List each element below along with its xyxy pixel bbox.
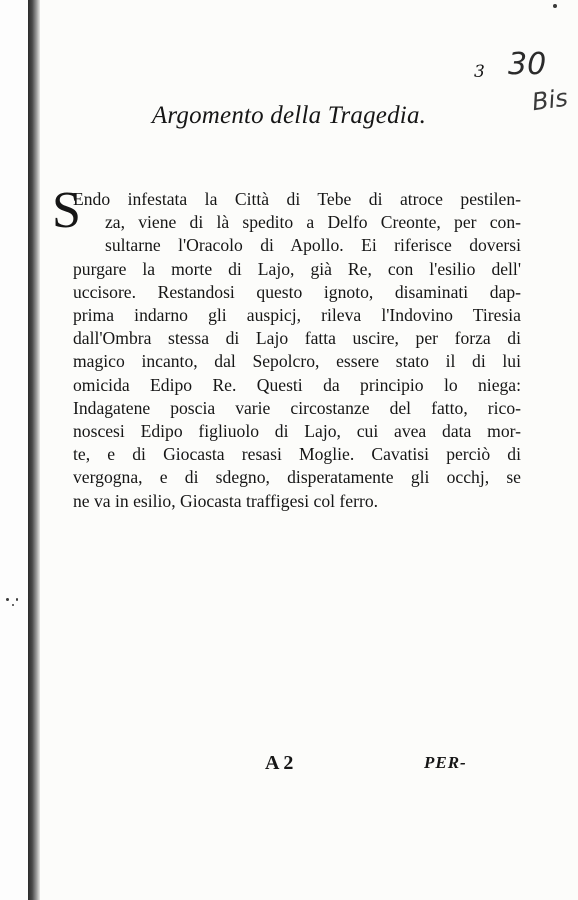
- page-heading: Argomento della Tragedia.: [151, 102, 427, 129]
- text-line: omicida Edipo Re. Questi da principio lo niega:: [73, 374, 521, 395]
- text-line: sultarne l'Oracolo di Apollo. Ei riferisce doversi: [105, 235, 521, 256]
- text-line: za, viene di là spedito a Delfo Creonte, per con-: [105, 212, 521, 233]
- catchword: PER-: [424, 753, 467, 772]
- argument-paragraph: [73, 188, 521, 513]
- signature-mark: A 2: [265, 752, 294, 774]
- text-line: Endo infestata la Città di Tebe di atroce pestilen-: [73, 189, 521, 209]
- text-line: purgare la morte di Lajo, già Re, con l'esilio dell': [73, 258, 521, 279]
- text-line: prima indarno gli auspicj, rileva l'Indovino Tiresia: [73, 305, 521, 326]
- page-margin-left: [0, 0, 28, 900]
- text-line: noscesi Edipo figliuolo di Lajo, cui avea data mor-: [73, 421, 521, 442]
- ink-speck: [6, 598, 9, 601]
- text-line: ne va in esilio, Giocasta traffigesi col ferro.: [73, 490, 379, 511]
- text-line: dall'Ombra stessa di Lajo fatta uscire, per forza di: [73, 328, 521, 349]
- book-spine-gutter: [28, 0, 40, 900]
- page-number: 3: [474, 62, 485, 82]
- text-line: te, e di Giocasta resasi Moglie. Cavatisi perciò di: [73, 444, 521, 465]
- drop-cap: S: [52, 182, 81, 239]
- handwritten-number: 30: [508, 47, 547, 82]
- ink-speck: [12, 604, 14, 606]
- text-line: Indagatene poscia varie circostanze del fatto, rico-: [73, 397, 521, 418]
- text-line: magico incanto, dal Sepolcro, essere stato il di lui: [73, 351, 521, 372]
- text-line: uccisore. Restandosi questo ignoto, disaminati dap-: [73, 281, 521, 302]
- text-line: vergogna, e di sdegno, disperatamente gli occhj, se: [73, 467, 521, 488]
- ink-speck: [553, 4, 557, 8]
- ink-speck: [16, 598, 18, 601]
- handwritten-note: Bis: [530, 83, 570, 117]
